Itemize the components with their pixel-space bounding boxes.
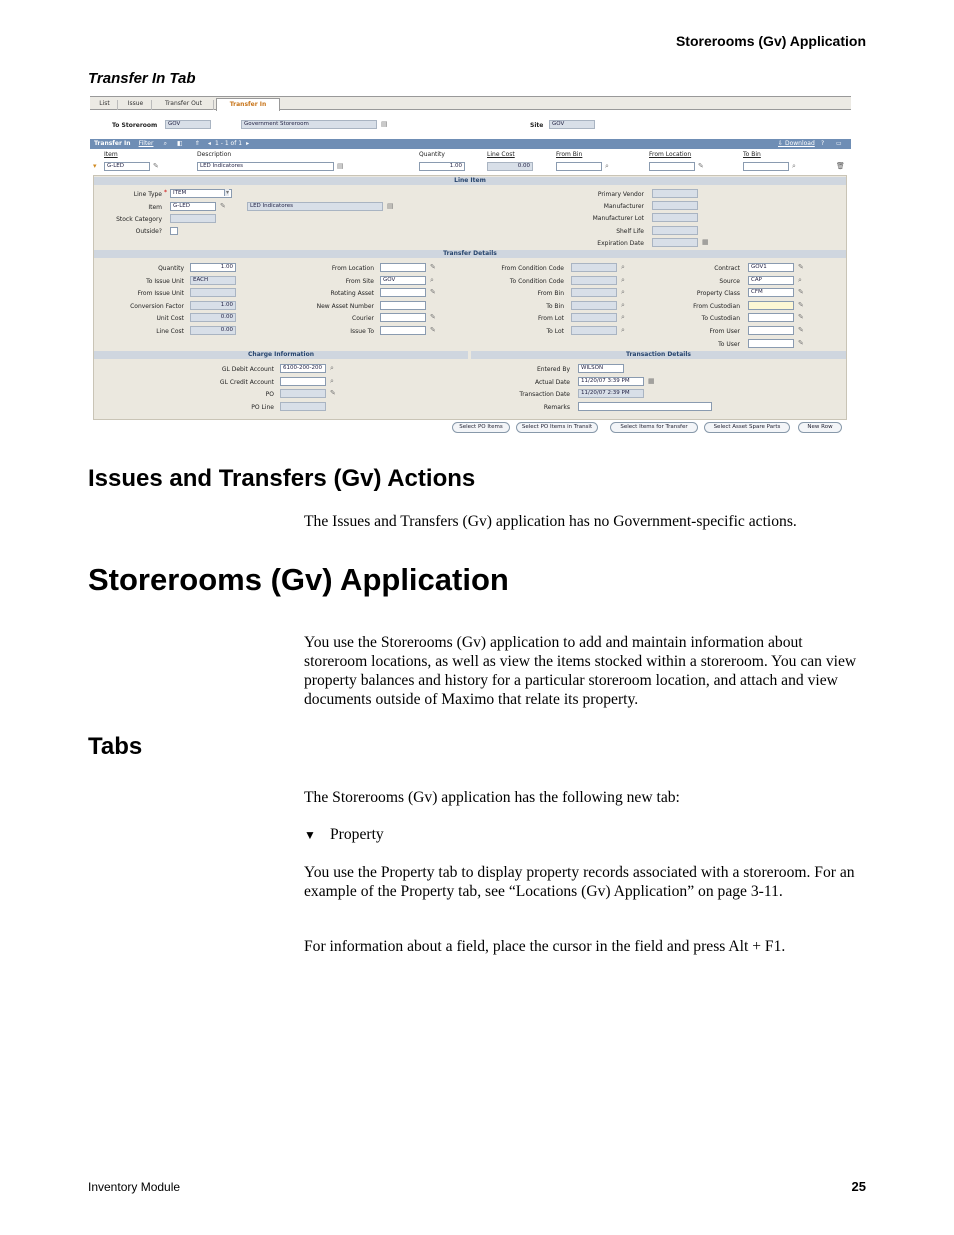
footer-module: Inventory Module — [88, 1180, 181, 1194]
row-description-field[interactable]: LED Indicatores — [197, 162, 334, 171]
td-property-class-field[interactable]: CFM — [748, 288, 794, 297]
td-to-issue-unit-field: EACH — [190, 276, 236, 285]
running-header: Storerooms (Gv) Application — [675, 33, 866, 49]
select-po-items-button[interactable]: Select PO Items — [452, 422, 510, 433]
td-from-location-field[interactable] — [380, 263, 426, 272]
from-bin-lookup-icon[interactable]: ⌕ — [605, 162, 609, 170]
ci-po-line-label: PO Line — [251, 403, 274, 411]
manufacturer-field — [652, 201, 698, 210]
row-item-field[interactable]: G-LED — [104, 162, 150, 171]
td-from-user-field[interactable] — [748, 326, 794, 335]
bullet-property — [304, 826, 384, 844]
ci-gl-credit-account-lookup-icon[interactable]: ⌕ — [330, 376, 334, 385]
td-property-class-label: Property Class — [696, 290, 740, 298]
to-storeroom-field[interactable]: GOV — [165, 120, 211, 129]
td-conversion-factor-label: Conversion Factor — [130, 302, 184, 310]
td-quantity-field[interactable]: 1.00 — [190, 263, 236, 272]
item-label: Item — [148, 204, 162, 211]
to-storeroom-label: To Storeroom — [112, 122, 158, 129]
ci-po-label: PO — [265, 391, 274, 399]
td-rotating-asset-label: Rotating Asset — [330, 290, 374, 298]
calendar-icon[interactable]: ▦ — [702, 238, 709, 246]
previous-row-icon[interactable]: ◂ — [207, 140, 211, 147]
ci-gl-debit-account-label: GL Debit Account — [221, 366, 274, 373]
col-item[interactable]: Item — [104, 151, 118, 158]
item-field[interactable]: G-LED — [170, 202, 216, 211]
line-type-label: Line Type — [133, 191, 162, 198]
page-number: 25 — [851, 1179, 866, 1194]
prev-page-icon[interactable]: ⇑ — [194, 140, 200, 147]
td-quantity-label: Quantity — [158, 265, 184, 272]
td-to-lot-label: To Lot — [546, 328, 564, 335]
transfer-in-screenshot — [90, 96, 851, 438]
row-line-cost-field: 0.00 — [487, 162, 533, 171]
td-source-lookup-icon[interactable]: ⌕ — [798, 275, 802, 284]
td-unit-cost-field: 0.00 — [190, 313, 236, 322]
bullet-property-text: Property — [330, 826, 384, 843]
row-expand-icon[interactable]: ▾ — [93, 162, 97, 170]
ci-gl-debit-account-field[interactable]: 6100-200-200 — [280, 364, 326, 373]
line-item-section-title: Line Item — [94, 177, 846, 185]
td-from-bin-field — [571, 288, 617, 297]
row-quantity-field[interactable]: 1.00 — [419, 162, 465, 171]
tx-remarks-label: Remarks — [543, 403, 570, 411]
tab-transfer-in[interactable]: Transfer In — [216, 98, 280, 111]
site-field[interactable]: GOV — [549, 120, 595, 129]
download-label: Download — [784, 140, 815, 147]
minimize-icon[interactable]: ▭ — [836, 140, 842, 147]
issues-actions-paragraph: The Issues and Transfers (Gv) application has no Government-specific actions. — [304, 513, 797, 530]
help-icon[interactable]: ? — [821, 140, 825, 147]
row-from-bin-field[interactable] — [556, 162, 602, 171]
download-icon: ⇩ — [778, 140, 784, 147]
tab-issue[interactable]: Issue — [120, 100, 152, 110]
td-to-user-detail-icon[interactable]: ✎ — [798, 338, 804, 347]
manufacturer-lot-field — [652, 213, 698, 222]
td-to-custodian-label: To Custodian — [701, 315, 740, 323]
td-contract-field[interactable]: GOV1 — [748, 263, 794, 272]
to-storeroom-description: Government Storeroom — [241, 120, 377, 129]
binoculars-icon[interactable]: ⌕ — [163, 140, 167, 147]
ci-po-field — [280, 389, 326, 398]
td-issue-to-label: Issue To — [350, 328, 374, 335]
col-to-bin[interactable]: To Bin — [743, 151, 761, 158]
select-asset-spare-parts-button[interactable]: Select Asset Spare Parts — [704, 422, 790, 433]
shelf-life-label: Shelf Life — [616, 228, 644, 235]
td-property-class-detail-icon[interactable]: ✎ — [798, 288, 804, 297]
td-line-cost-label: Line Cost — [156, 328, 184, 335]
td-courier-detail-icon[interactable]: ✎ — [430, 313, 436, 322]
td-courier-label: Courier — [352, 315, 374, 323]
col-quantity: Quantity — [419, 151, 445, 158]
td-source-label: Source — [719, 277, 740, 285]
td-rotating-asset-field[interactable] — [380, 288, 426, 297]
row-to-bin-field[interactable] — [743, 162, 789, 171]
td-from-issue-unit-label: From Issue Unit — [137, 290, 184, 298]
site-label: Site — [530, 122, 544, 129]
delete-row-icon[interactable]: 🗑 — [836, 162, 845, 170]
td-to-bin-label: To Bin — [546, 302, 564, 310]
col-from-location[interactable]: From Location — [649, 151, 692, 158]
details-panel — [93, 175, 847, 420]
shelf-life-field — [652, 226, 698, 235]
transfer-details-section-title: Transfer Details — [94, 250, 846, 258]
td-to-custodian-detail-icon[interactable]: ✎ — [798, 313, 804, 322]
td-contract-label: Contract — [714, 265, 740, 272]
td-new-asset-number-label: New Asset Number — [316, 302, 374, 310]
tabs-heading: Tabs — [88, 733, 143, 760]
bullet-triangle-icon: ▼ — [304, 828, 316, 842]
to-bin-lookup-icon[interactable]: ⌕ — [792, 162, 796, 170]
tabs-paragraph-2: For information about a field, place the cursor in the field and press Alt + F1. — [304, 938, 786, 955]
expiration-date-label: Expiration Date — [597, 240, 644, 247]
td-line-cost-field: 0.00 — [190, 326, 236, 335]
storerooms-paragraph: You use the Storerooms (Gv) application to add and maintain information about storeroom locations, as well as view the items stocked within a storeroom. You can view property balances and history for a particular storeroom location, and attach and view documents outside of Maximo that relate its property. — [304, 634, 857, 708]
manufacturer-label: Manufacturer — [603, 203, 644, 210]
td-new-asset-number-field[interactable] — [380, 301, 426, 310]
download-link[interactable] — [778, 139, 815, 149]
td-contract-detail-icon[interactable]: ✎ — [798, 263, 804, 271]
new-row-button[interactable]: New Row — [798, 422, 842, 433]
td-from-site-lookup-icon[interactable]: ⌕ — [430, 275, 434, 284]
td-from-site-field[interactable]: GOV — [380, 276, 426, 285]
required-marker: * — [164, 189, 167, 196]
select-po-items-in-transit-button[interactable]: Select PO Items in Transit — [516, 422, 598, 433]
td-issue-to-detail-icon[interactable]: ✎ — [430, 326, 436, 334]
item-detail-icon[interactable]: ✎ — [153, 162, 159, 170]
chevron-down-icon[interactable]: ▾ — [226, 189, 230, 196]
ci-gl-debit-account-lookup-icon[interactable]: ⌕ — [330, 364, 334, 372]
tx-entered-by-label: Entered By — [536, 366, 570, 373]
td-from-location-detail-icon[interactable]: ✎ — [430, 263, 436, 271]
row-long-description-icon[interactable]: ▤ — [337, 162, 344, 170]
td-to-user-label: To User — [718, 340, 740, 348]
td-from-condition-code-field — [571, 263, 617, 272]
tabs-intro: The Storerooms (Gv) application has the following new tab: — [304, 789, 680, 806]
tabs-paragraph-1: You use the Property tab to display property records associated with a storeroom. For an example of the Property tab, see “Locations (Gv) Application” on page 3-11. — [304, 864, 855, 900]
td-to-lot-lookup-icon[interactable]: ⌕ — [621, 326, 625, 334]
figure-caption: Transfer In Tab — [88, 70, 196, 87]
td-to-condition-code-lookup-icon[interactable]: ⌕ — [621, 275, 625, 284]
stock-category-field — [170, 214, 216, 223]
col-from-bin[interactable]: From Bin — [556, 151, 583, 158]
item-detail-menu-icon[interactable]: ✎ — [220, 202, 226, 210]
td-from-location-label: From Location — [331, 265, 374, 272]
td-from-bin-lookup-icon[interactable]: ⌕ — [621, 288, 625, 297]
table-title: Transfer In — [94, 140, 131, 147]
filter-link[interactable]: Filter — [138, 140, 154, 147]
td-from-custodian-label: From Custodian — [693, 302, 740, 310]
primary-vendor-label: Primary Vendor — [597, 191, 644, 198]
stock-category-label: Stock Category — [116, 216, 162, 223]
td-to-issue-unit-label: To Issue Unit — [146, 277, 184, 285]
table-toolbar — [90, 139, 851, 149]
tx-actual-date-calendar-icon[interactable]: ▦ — [648, 376, 655, 385]
ci-gl-credit-account-label: GL Credit Account — [219, 378, 274, 386]
td-to-condition-code-label: To Condition Code — [509, 277, 564, 285]
td-from-lot-field — [571, 313, 617, 322]
ci-po-detail-icon[interactable]: ✎ — [330, 389, 336, 398]
row-from-location-field[interactable] — [649, 162, 695, 171]
td-from-condition-code-label: From Condition Code — [501, 265, 564, 272]
issues-actions-heading: Issues and Transfers (Gv) Actions — [88, 465, 476, 492]
storerooms-heading: Storerooms (Gv) Application — [88, 562, 509, 597]
td-from-bin-label: From Bin — [537, 290, 564, 298]
td-issue-to-field[interactable] — [380, 326, 426, 335]
outside-checkbox[interactable] — [170, 227, 178, 235]
tab-transfer-out[interactable]: Transfer Out — [154, 100, 214, 110]
manufacturer-lot-label: Manufacturer Lot — [592, 215, 644, 222]
line-type-select[interactable]: ITEM — [170, 189, 232, 198]
td-to-custodian-field[interactable] — [748, 313, 794, 322]
tx-transaction-date-field: 11/20/07 2:39 PM — [578, 389, 644, 398]
td-to-bin-field — [571, 301, 617, 310]
ci-gl-credit-account-field[interactable] — [280, 377, 326, 386]
table-row[interactable] — [90, 160, 851, 174]
td-from-custodian-field[interactable] — [748, 301, 794, 310]
clear-filter-icon[interactable]: ◧ — [177, 140, 183, 147]
tab-list[interactable]: List — [92, 100, 118, 110]
td-to-bin-lookup-icon[interactable]: ⌕ — [621, 300, 625, 309]
td-from-condition-code-lookup-icon[interactable]: ⌕ — [621, 263, 625, 271]
primary-vendor-field — [652, 189, 698, 198]
tx-transaction-date-label: Transaction Date — [519, 391, 570, 399]
item-long-description-icon[interactable]: ▤ — [387, 202, 394, 210]
paging-text: 1 - 1 of 1 — [215, 140, 243, 147]
item-description-field: LED Indicatores — [247, 202, 383, 211]
long-description-icon[interactable]: ▤ — [381, 120, 388, 128]
storeroom-header — [90, 111, 851, 137]
td-from-site-label: From Site — [345, 277, 374, 285]
select-items-for-transfer-button[interactable]: Select Items for Transfer — [610, 422, 698, 433]
from-location-detail-icon[interactable]: ✎ — [698, 162, 704, 170]
transaction-details-section-title: Transaction Details — [471, 351, 846, 359]
td-from-lot-lookup-icon[interactable]: ⌕ — [621, 313, 625, 322]
td-to-user-field[interactable] — [748, 339, 794, 348]
tab-bar — [90, 96, 851, 110]
table-header-row — [90, 150, 851, 159]
td-unit-cost-label: Unit Cost — [156, 315, 184, 323]
td-to-condition-code-field — [571, 276, 617, 285]
td-from-custodian-detail-icon[interactable]: ✎ — [798, 300, 804, 309]
charge-information-section-title: Charge Information — [94, 351, 468, 359]
ci-po-line-field — [280, 402, 326, 411]
td-from-lot-label: From Lot — [537, 315, 564, 323]
next-row-icon[interactable]: ▸ — [246, 140, 250, 147]
td-conversion-factor-field: 1.00 — [190, 301, 236, 310]
expiration-date-field — [652, 238, 698, 247]
outside-label: Outside? — [135, 228, 162, 235]
td-from-user-detail-icon[interactable]: ✎ — [798, 326, 804, 334]
td-courier-field[interactable] — [380, 313, 426, 322]
td-source-field[interactable]: CAP — [748, 276, 794, 285]
td-to-lot-field — [571, 326, 617, 335]
tx-actual-date-label: Actual Date — [534, 378, 570, 386]
tx-entered-by-field[interactable]: WILSON — [578, 364, 624, 373]
td-from-issue-unit-field — [190, 288, 236, 297]
col-description: Description — [197, 151, 232, 158]
td-rotating-asset-detail-icon[interactable]: ✎ — [430, 288, 436, 297]
tx-remarks-field[interactable] — [578, 402, 712, 411]
tx-actual-date-field[interactable]: 11/20/07 3:39 PM — [578, 377, 644, 386]
col-line-cost[interactable]: Line Cost — [487, 151, 515, 158]
td-from-user-label: From User — [709, 328, 740, 335]
